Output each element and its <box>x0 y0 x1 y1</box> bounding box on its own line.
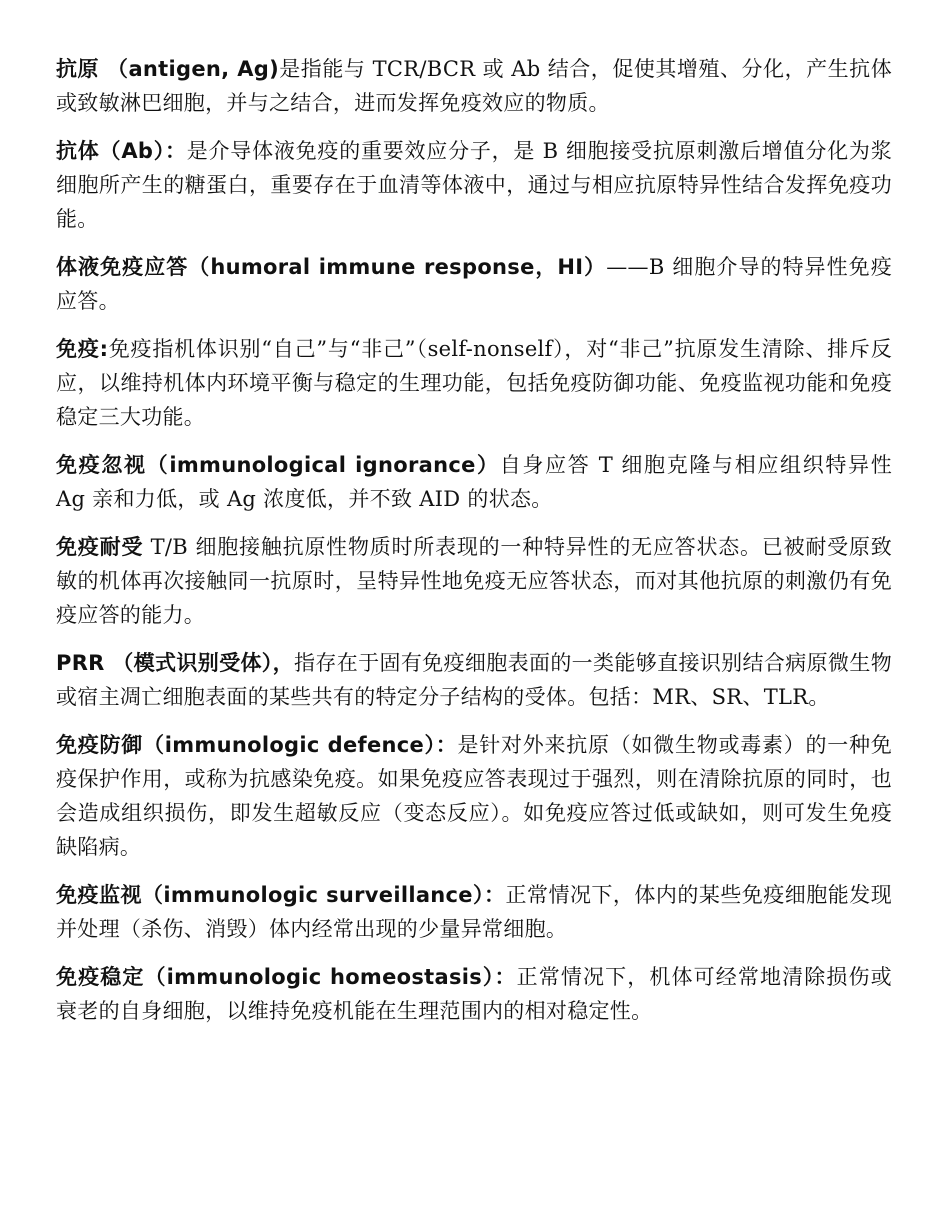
entry-immunity <box>56 332 892 434</box>
term-prr: PRR （模式识别受体）， <box>56 651 295 675</box>
term-immunologic-homeostasis: 免疫稳定（immunologic homeostasis）： <box>56 965 517 989</box>
definition-immunological-ignorance: 自身应答 T 细胞克隆与相应组织特异性 Ag 亲和力低，或 Ag 浓度低，并不致 AID 的状态。 <box>56 453 893 511</box>
definition-antibody: 是介导体液免疫的重要效应分子，是 B 细胞接受抗原刺激后增值分化为浆细胞所产生的糖蛋白，重要存在于血清等体液中，通过与相应抗原特异性结合发挥免疫功能。 <box>56 139 892 231</box>
entry-antibody <box>56 134 892 236</box>
entry-immune-tolerance <box>56 530 892 632</box>
definition-humoral-immune-response: ——B 细胞介导的特异性免疫应答。 <box>56 255 892 313</box>
entry-humoral-immune-response <box>56 250 892 318</box>
definition-prr: 指存在于固有免疫细胞表面的一类能够直接识别结合病原微生物或宿主凋亡细胞表面的某些共有的特定分子结构的受体。包括：MR、SR、TLR。 <box>56 651 892 709</box>
entry-immunologic-defence <box>56 728 892 864</box>
definition-immunologic-surveillance: 正常情况下，体内的某些免疫细胞能发现并处理（杀伤、消毁）体内经常出现的少量异常细胞。 <box>56 883 892 941</box>
definition-antigen: 是指能与 TCR/BCR 或 Ab 结合，促使其增殖、分化，产生抗体或致敏淋巴细胞，并与之结合，进而发挥免疫效应的物质。 <box>56 57 892 115</box>
term-humoral-immune-response: 体液免疫应答（humoral immune response，HI） <box>56 255 607 279</box>
term-antigen: 抗原 （antigen, Ag) <box>56 57 280 81</box>
term-immune-tolerance: 免疫耐受 <box>56 535 144 559</box>
term-antibody: 抗体（Ab）： <box>56 139 187 163</box>
term-immunity: 免疫: <box>56 337 109 361</box>
entry-immunologic-surveillance <box>56 878 892 946</box>
definition-immune-tolerance: T/B 细胞接触抗原性物质时所表现的一种特异性的无应答状态。已被耐受原致敏的机体再次接触同一抗原时，呈特异性地免疫无应答状态，而对其他抗原的刺激仍有免疫应答的能力。 <box>56 535 893 627</box>
definition-immunologic-homeostasis: 正常情况下，机体可经常地清除损伤或衰老的自身细胞，以维持免疫机能在生理范围内的相对稳定性。 <box>56 965 892 1023</box>
definition-immunologic-defence: 是针对外来抗原（如微生物或毒素）的一种免疫保护作用，或称为抗感染免疫。如果免疫应答表现过于强烈，则在清除抗原的同时，也会造成组织损伤，即发生超敏反应（变态反应）。如免疫应答过低或缺如，则可发生免疫缺陷病。 <box>56 733 893 859</box>
term-immunologic-defence: 免疫防御（immunologic defence）： <box>56 733 458 757</box>
definition-immunity: 免疫指机体识别“自己”与“非己”（self-nonself），对“非己”抗原发生清除、排斥反应，以维持机体内环境平衡与稳定的生理功能，包括免疫防御功能、免疫监视功能和免疫稳定三大功能。 <box>56 337 892 429</box>
entry-antigen <box>56 52 892 120</box>
entry-immunologic-homeostasis <box>56 960 892 1028</box>
term-immunological-ignorance: 免疫忽视（immunological ignorance） <box>56 453 500 477</box>
entry-immunological-ignorance <box>56 448 892 516</box>
term-immunologic-surveillance: 免疫监视（immunologic surveillance）： <box>56 883 506 907</box>
entry-prr <box>56 646 892 714</box>
